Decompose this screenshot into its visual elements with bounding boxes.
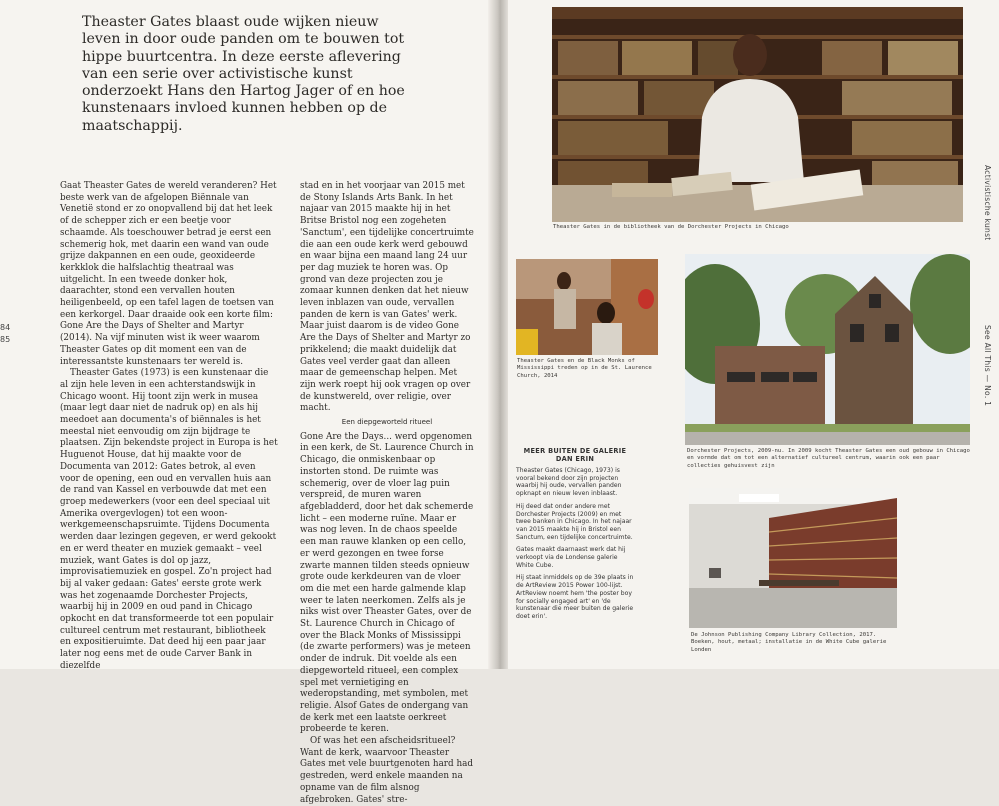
caption-black-monks: Theaster Gates en de Black Monks of Mississippi treden op in de St. Laurence Church, 2014 — [517, 358, 652, 379]
photo-black-monks — [516, 259, 658, 355]
article-lede: Theaster Gates blaast oude wijken nieuw leven in door oude panden om te bouwen tot hippe buurtcentra. In deze eerste aflevering van een serie over activistische kunst onderzoekt Hans den Hartog Jager of en hoe kunstenaars invloed kunnen hebben op de maatschappij. — [82, 14, 405, 134]
sidebar-title: MEER BUITEN DE GALERIE DAN ERIN — [523, 447, 627, 463]
caption-johnson-library: De Johnson Publishing Company Library Collection, 2017. Boeken, hout, metaal; installatie in de White Cube galerie Londen — [691, 632, 887, 653]
running-head-series: Activistische kunst — [983, 165, 992, 241]
caption-dorchester-house: Dorchester Projects, 2009-nu. In 2009 kocht Theaster Gates een oud gebouw in Chicago en vormde dat om tot een alternatief cultureel centrum, waarin ook een paar collecties gehuisvest zijn — [687, 448, 970, 469]
paragraph: Theaster Gates (1973) is een kunstenaar die al zijn hele leven in een achterstandswijk in Chicago woont. Hij toont zijn werk in musea (maar legt daar niet de nadruk op) en als hij meedoet aan documenta's of biënnales is het meestal niet eenvoudig om zijn bijdrage te plaatsen. Zijn bekendste project in Europa is het Huguenot House, dat hij maakte voor de Documenta van 2012: Gates betrok, al even voor de opening, een oud en vervallen huis aan de rand van Kassel en verbouwde dat met een groep medewerkers (voor een deel speciaal uit Amerika overgevlogen) tot een woon-werkgemeenschapsruimte. Tijdens Documenta werden daar lezingen gegeven, er werd gekookt en er werd theater en muziek gemaakt – veel muziek, want Gates is dol op jazz, improvisatiemuziek en gospel. Zo'n project had bij al vaker gedaan: Gates' eerste grote werk was het zogenaamde Dorchester Projects, waarbij hij in 2009 en oud pand in Chicago opkocht en dat transformeerde tot een populair cultureel centrum met restaurant, bibliotheek en expositieruimte. Dat deed hij een paar jaar later nog eens met de oude Carver Bank in diezelfde — [60, 368, 278, 671]
photo-dorchester-house — [685, 254, 970, 445]
body-column-1 — [60, 181, 278, 673]
sidebar-paragraph: Gates maakt daarnaast werk dat hij verkoopt via de Londense galerie White Cube. — [516, 546, 626, 569]
caption-library-portrait: Theaster Gates in de bibliotheek van de Dorchester Projects in Chicago — [553, 224, 789, 230]
page-number-left: 84 — [0, 323, 11, 332]
photo-library-portrait — [552, 7, 963, 222]
body-column-2 — [300, 181, 474, 806]
sidebar-box — [516, 447, 634, 626]
page-number-right: 85 — [0, 335, 11, 344]
book-gutter — [488, 0, 510, 669]
section-subhead: Een diepgeworteld ritueel — [341, 418, 433, 427]
sidebar-paragraph: Hij deed dat onder andere met Dorchester Projects (2009) en met twee banken in Chicago. In het najaar van 2015 maakte hij in Bristol een Sanctum, een tijdelijke concertruimte. — [516, 502, 633, 541]
photo-johnson-library — [689, 488, 897, 628]
running-head-issue: See All This — No. 1 — [983, 325, 992, 407]
left-page — [0, 0, 491, 805]
paragraph: stad en in het voorjaar van 2015 met de Stony Islands Arts Bank. In het najaar van 2015 maakte hij in het Britse Bristol nog een zogeheten 'Sanctum', een tijdelijke concertruimte die aan een oude kerk werd gebouwd en waar bijna een maand lang 24 uur per dag muziek te horen was. Op grond van deze projecten zou je zomaar kunnen denken dat het nieuw leven inblazen van oude, vervallen panden de kern is van Gates' werk. Maar juist daarom is de video Gone Are the Days of Shelter and Martyr zo prikkelend; die maakt duidelijk dat Gates veel verder gaat dan alleen maar de gemeenschap helpen. Met zijn werk roept hij ook vragen op over de kunstwereld, over religie, over macht. — [300, 181, 474, 414]
paragraph: Gone Are the Days... werd opgenomen in een kerk, de St. Laurence Church in Chicago, die onmiskenbaar op instorten stond. De ruimte was schemerig, over de vloer lag puin verspreid, de muren waren afgebladderd, door het dak schemerde licht – een moderne ruïne. Maar er was nog leven. In de chaos speelde een man rauwe klanken op een cello, er werd gezongen en twee forse zwarte mannen tilden steeds opnieuw grote oude kerkdeuren van de vloer om die met een harde galmende klap weer te laten neerkomen. Zelfs als je niks wist over Theaster Gates, over de St. Laurence Church in Chicago of over the Black Monks of Mississippi (de zwarte performers) was je meteen onder de indruk. Dit voelde als een diepgeworteld ritueel, een complex spel met vernietiging en wederopstanding, met symbolen, met religie. Alsof Gates de ondergang van de kerk met een laatste oerkreet probeerde te keren. — [300, 431, 474, 735]
paragraph: Gaat Theaster Gates de wereld veranderen? Het beste werk van de afgelopen Biënnale van Venetië stond er zo onopvallend bij dat het leek of de schepper zich er een beetje voor schaamde. Als toeschouwer betrad je eerst een schemerig hok, met daarin een wand van oude grijze dakpannen en een oude, geoxideerde kerkklok die halfslachtig theatraal was uitgelicht. In een tweede donker hok, daarachter, stond een vervallen houten heiligenbeeld, op een tafel lagen de toetsen van een kerkorgel. Daar draaide ook een korte film: Gone Are the Days of Shelter and Martyr (2014). Na vijf minuten wist ik weer waarom Theaster Gates op dit moment een van de interessantste kunstenaars ter wereld is. — [60, 181, 277, 367]
sidebar-paragraph: Hij staat inmiddels op de 39e plaats in de ArtReview 2015 Power 100-lijst. ArtReview noemt hem 'the poster boy for socially engaged art' en 'de kunstenaar die meer buiten de galerie doet erin'. — [516, 574, 634, 620]
sidebar-paragraph: Theaster Gates (Chicago, 1973) is vooral bekend door zijn projecten waarbij hij oude, vervallen panden opknapt en nieuw leven inblaast. — [516, 467, 622, 498]
paragraph: Of was het een afscheidsritueel? Want de kerk, waarvoor Theaster Gates met vele buurtgenoten hard had gestreden, werd enkele maanden na opname van de film alsnog afgebroken. Gates' stre- — [300, 736, 473, 805]
